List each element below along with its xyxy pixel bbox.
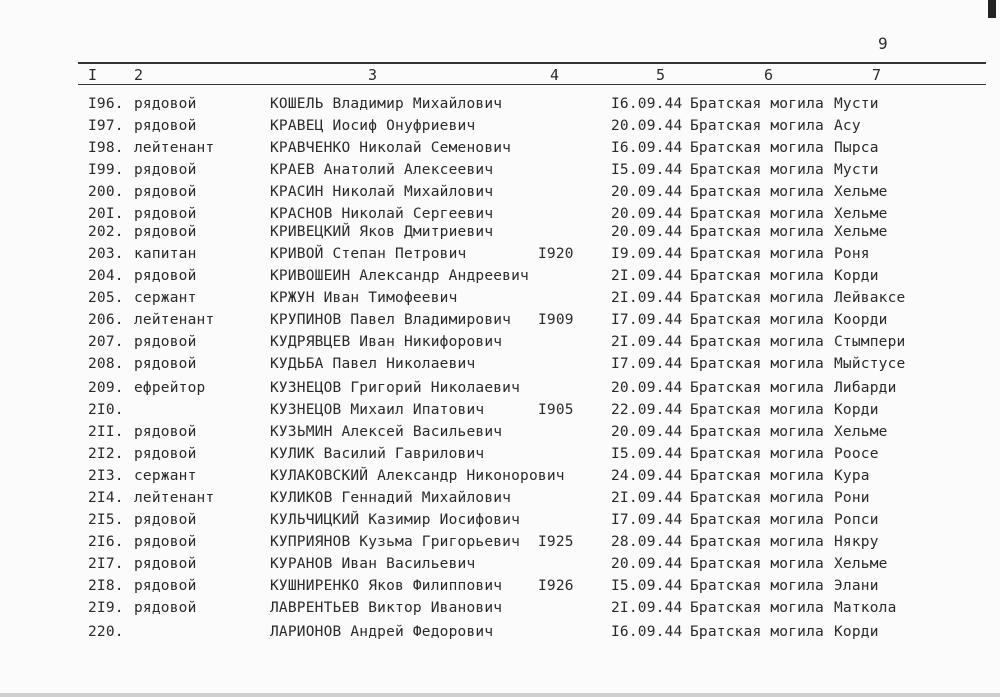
burial-type: Братская могила bbox=[690, 140, 824, 156]
scan-edge bbox=[0, 693, 1000, 697]
burial-place: Мусти bbox=[834, 96, 879, 112]
burial-place: Корди bbox=[834, 268, 879, 284]
full-name: КРАВЕЦ Иосиф Онуфриевич bbox=[270, 118, 476, 134]
burial-place: Лейваксе bbox=[834, 290, 906, 306]
burial-place: Пырса bbox=[834, 140, 879, 156]
burial-type: Братская могила bbox=[690, 206, 824, 222]
death-date: 20.09.44 bbox=[611, 118, 683, 134]
burial-place: Роосе bbox=[834, 446, 879, 462]
burial-type: Братская могила bbox=[690, 268, 824, 284]
rank: сержант bbox=[134, 290, 197, 306]
burial-place: Роня bbox=[834, 246, 870, 262]
full-name: КУЗЬМИН Алексей Васильевич bbox=[270, 424, 503, 440]
full-name: КРАСНОВ Николай Сергеевич bbox=[270, 206, 494, 222]
row-number: 220. bbox=[88, 624, 124, 640]
death-date: 28.09.44 bbox=[611, 534, 683, 550]
full-name: КУШНИРЕНКО Яков Филиппович bbox=[270, 578, 503, 594]
table-row bbox=[0, 312, 1000, 334]
burial-type: Братская могила bbox=[690, 118, 824, 134]
death-date: I5.09.44 bbox=[611, 446, 683, 462]
burial-place: Ропси bbox=[834, 512, 879, 528]
death-date: 2I.09.44 bbox=[611, 290, 683, 306]
rank: рядовой bbox=[134, 162, 197, 178]
burial-type: Братская могила bbox=[690, 356, 824, 372]
burial-type: Братская могила bbox=[690, 624, 824, 640]
burial-type: Братская могила bbox=[690, 224, 824, 240]
death-date: I5.09.44 bbox=[611, 578, 683, 594]
row-number: 209. bbox=[88, 380, 124, 396]
burial-place: Рони bbox=[834, 490, 870, 506]
burial-place: Элани bbox=[834, 578, 879, 594]
table-row bbox=[0, 224, 1000, 246]
burial-place: Стымпери bbox=[834, 334, 906, 350]
burial-place: Коорди bbox=[834, 312, 888, 328]
death-date: I7.09.44 bbox=[611, 512, 683, 528]
table-row bbox=[0, 356, 1000, 378]
row-number: 206. bbox=[88, 312, 124, 328]
table-row bbox=[0, 424, 1000, 446]
row-number: 205. bbox=[88, 290, 124, 306]
row-number: 2I5. bbox=[88, 512, 124, 528]
table-row bbox=[0, 290, 1000, 312]
rank: рядовой bbox=[134, 424, 197, 440]
rank: рядовой bbox=[134, 334, 197, 350]
death-date: 20.09.44 bbox=[611, 424, 683, 440]
row-number: I97. bbox=[88, 118, 124, 134]
table-row bbox=[0, 334, 1000, 356]
rank: лейтенант bbox=[134, 140, 215, 156]
death-date: I6.09.44 bbox=[611, 140, 683, 156]
rank: рядовой bbox=[134, 96, 197, 112]
col-header-5: 5 bbox=[656, 66, 666, 84]
birth-year: I909 bbox=[538, 312, 574, 328]
death-date: 20.09.44 bbox=[611, 206, 683, 222]
row-number: 2I0. bbox=[88, 402, 124, 418]
col-header-6: 6 bbox=[764, 66, 774, 84]
table-row bbox=[0, 578, 1000, 600]
full-name: КРАЕВ Анатолий Алексеевич bbox=[270, 162, 494, 178]
burial-type: Братская могила bbox=[690, 402, 824, 418]
birth-year: I926 bbox=[538, 578, 574, 594]
rank: рядовой bbox=[134, 512, 197, 528]
table-row bbox=[0, 468, 1000, 490]
burial-type: Братская могила bbox=[690, 246, 824, 262]
death-date: 20.09.44 bbox=[611, 224, 683, 240]
row-number: I98. bbox=[88, 140, 124, 156]
col-header-3: 3 bbox=[368, 66, 378, 84]
burial-place: Мыйстусе bbox=[834, 356, 906, 372]
death-date: I7.09.44 bbox=[611, 312, 683, 328]
full-name: КРИВОЙ Степан Петрович bbox=[270, 246, 467, 262]
death-date: I9.09.44 bbox=[611, 246, 683, 262]
table-row bbox=[0, 446, 1000, 468]
burial-place: Някру bbox=[834, 534, 879, 550]
full-name: КУЗНЕЦОВ Григорий Николаевич bbox=[270, 380, 521, 396]
full-name: КРУПИНОВ Павел Владимирович bbox=[270, 312, 512, 328]
row-number: 204. bbox=[88, 268, 124, 284]
burial-place: Хельме bbox=[834, 556, 888, 572]
table-row bbox=[0, 624, 1000, 646]
burial-type: Братская могила bbox=[690, 312, 824, 328]
burial-type: Братская могила bbox=[690, 578, 824, 594]
birth-year: I925 bbox=[538, 534, 574, 550]
rank: рядовой bbox=[134, 446, 197, 462]
birth-year: I905 bbox=[538, 402, 574, 418]
full-name: КУДРЯВЦЕВ Иван Никифорович bbox=[270, 334, 503, 350]
rank: рядовой bbox=[134, 224, 197, 240]
table-row bbox=[0, 534, 1000, 556]
death-date: I7.09.44 bbox=[611, 356, 683, 372]
rank: лейтенант bbox=[134, 490, 215, 506]
table-row bbox=[0, 162, 1000, 184]
table-row bbox=[0, 490, 1000, 512]
row-number: 200. bbox=[88, 184, 124, 200]
full-name: КУЛИК Василий Гаврилович bbox=[270, 446, 485, 462]
table-row bbox=[0, 96, 1000, 118]
burial-type: Братская могила bbox=[690, 556, 824, 572]
header-rule-bottom bbox=[78, 84, 986, 85]
row-number: 2I6. bbox=[88, 534, 124, 550]
col-header-7: 7 bbox=[872, 66, 882, 84]
scan-artifact bbox=[988, 0, 996, 18]
burial-type: Братская могила bbox=[690, 334, 824, 350]
full-name: ЛАРИОНОВ Андрей Федорович bbox=[270, 624, 494, 640]
burial-type: Братская могила bbox=[690, 96, 824, 112]
full-name: КРИВЕЦКИЙ Яков Дмитриевич bbox=[270, 224, 494, 240]
row-number: I99. bbox=[88, 162, 124, 178]
row-number: 2I7. bbox=[88, 556, 124, 572]
row-number: 2II. bbox=[88, 424, 124, 440]
table-row bbox=[0, 512, 1000, 534]
death-date: 2I.09.44 bbox=[611, 490, 683, 506]
row-number: 203. bbox=[88, 246, 124, 262]
burial-place: Либарди bbox=[834, 380, 897, 396]
rank: рядовой bbox=[134, 578, 197, 594]
death-date: I6.09.44 bbox=[611, 96, 683, 112]
burial-place: Хельме bbox=[834, 206, 888, 222]
death-date: 20.09.44 bbox=[611, 556, 683, 572]
full-name: КОШЕЛЬ Владимир Михайлович bbox=[270, 96, 503, 112]
rank: рядовой bbox=[134, 556, 197, 572]
burial-place: Корди bbox=[834, 402, 879, 418]
rank: рядовой bbox=[134, 184, 197, 200]
burial-place: Хельме bbox=[834, 224, 888, 240]
burial-type: Братская могила bbox=[690, 380, 824, 396]
row-number: 20I. bbox=[88, 206, 124, 222]
death-date: 20.09.44 bbox=[611, 184, 683, 200]
burial-type: Братская могила bbox=[690, 490, 824, 506]
burial-type: Братская могила bbox=[690, 162, 824, 178]
rank: рядовой bbox=[134, 600, 197, 616]
table-row bbox=[0, 380, 1000, 402]
col-header-2: 2 bbox=[134, 66, 144, 84]
rank: капитан bbox=[134, 246, 197, 262]
row-number: 208. bbox=[88, 356, 124, 372]
row-number: 207. bbox=[88, 334, 124, 350]
death-date: 2I.09.44 bbox=[611, 334, 683, 350]
burial-place: Кура bbox=[834, 468, 870, 484]
col-header-4: 4 bbox=[550, 66, 560, 84]
rank: рядовой bbox=[134, 268, 197, 284]
rank: ефрейтор bbox=[134, 380, 206, 396]
death-date: 2I.09.44 bbox=[611, 268, 683, 284]
death-date: 2I.09.44 bbox=[611, 600, 683, 616]
burial-place: Хельме bbox=[834, 424, 888, 440]
death-date: 20.09.44 bbox=[611, 380, 683, 396]
row-number: 2I8. bbox=[88, 578, 124, 594]
burial-place: Корди bbox=[834, 624, 879, 640]
full-name: КУЗНЕЦОВ Михаил Ипатович bbox=[270, 402, 485, 418]
table-row bbox=[0, 600, 1000, 622]
full-name: КУЛИКОВ Геннадий Михайлович bbox=[270, 490, 512, 506]
burial-type: Братская могила bbox=[690, 534, 824, 550]
death-date: 24.09.44 bbox=[611, 468, 683, 484]
table-row bbox=[0, 246, 1000, 268]
full-name: КРАВЧЕНКО Николай Семенович bbox=[270, 140, 512, 156]
row-number: 2I4. bbox=[88, 490, 124, 506]
table-row bbox=[0, 140, 1000, 162]
table-row bbox=[0, 118, 1000, 140]
full-name: КУЛАКОВСКИЙ Александр Никонорович bbox=[270, 468, 565, 484]
death-date: I6.09.44 bbox=[611, 624, 683, 640]
burial-type: Братская могила bbox=[690, 184, 824, 200]
table-row bbox=[0, 556, 1000, 578]
burial-type: Братская могила bbox=[690, 468, 824, 484]
rank: рядовой bbox=[134, 206, 197, 222]
row-number: 2I3. bbox=[88, 468, 124, 484]
burial-type: Братская могила bbox=[690, 446, 824, 462]
burial-type: Братская могила bbox=[690, 424, 824, 440]
full-name: КУРАНОВ Иван Васильевич bbox=[270, 556, 476, 572]
rank: рядовой bbox=[134, 356, 197, 372]
full-name: КРАСИН Николай Михайлович bbox=[270, 184, 494, 200]
birth-year: I920 bbox=[538, 246, 574, 262]
full-name: КУДЬБА Павел Николаевич bbox=[270, 356, 476, 372]
burial-place: Мусти bbox=[834, 162, 879, 178]
full-name: КУЛЬЧИЦКИЙ Казимир Иосифович bbox=[270, 512, 521, 528]
rank: лейтенант bbox=[134, 312, 215, 328]
death-date: 22.09.44 bbox=[611, 402, 683, 418]
table-row bbox=[0, 402, 1000, 424]
burial-place: Асу bbox=[834, 118, 861, 134]
full-name: ЛАВРЕНТЬЕВ Виктор Иванович bbox=[270, 600, 503, 616]
full-name: КРИВОШЕИН Александр Андреевич bbox=[270, 268, 529, 284]
header-rule-top bbox=[78, 62, 986, 64]
burial-type: Братская могила bbox=[690, 512, 824, 528]
table-row bbox=[0, 268, 1000, 290]
rank: рядовой bbox=[134, 534, 197, 550]
rank: рядовой bbox=[134, 118, 197, 134]
burial-place: Маткола bbox=[834, 600, 897, 616]
burial-place: Хельме bbox=[834, 184, 888, 200]
row-number: 202. bbox=[88, 224, 124, 240]
row-number: 2I2. bbox=[88, 446, 124, 462]
rank: сержант bbox=[134, 468, 197, 484]
row-number: I96. bbox=[88, 96, 124, 112]
full-name: КРЖУН Иван Тимофеевич bbox=[270, 290, 458, 306]
burial-type: Братская могила bbox=[690, 600, 824, 616]
table-row bbox=[0, 184, 1000, 206]
death-date: I5.09.44 bbox=[611, 162, 683, 178]
page-number: 9 bbox=[878, 34, 888, 53]
full-name: КУПРИЯНОВ Кузьма Григорьевич bbox=[270, 534, 521, 550]
burial-type: Братская могила bbox=[690, 290, 824, 306]
row-number: 2I9. bbox=[88, 600, 124, 616]
col-header-1: I bbox=[88, 66, 98, 84]
